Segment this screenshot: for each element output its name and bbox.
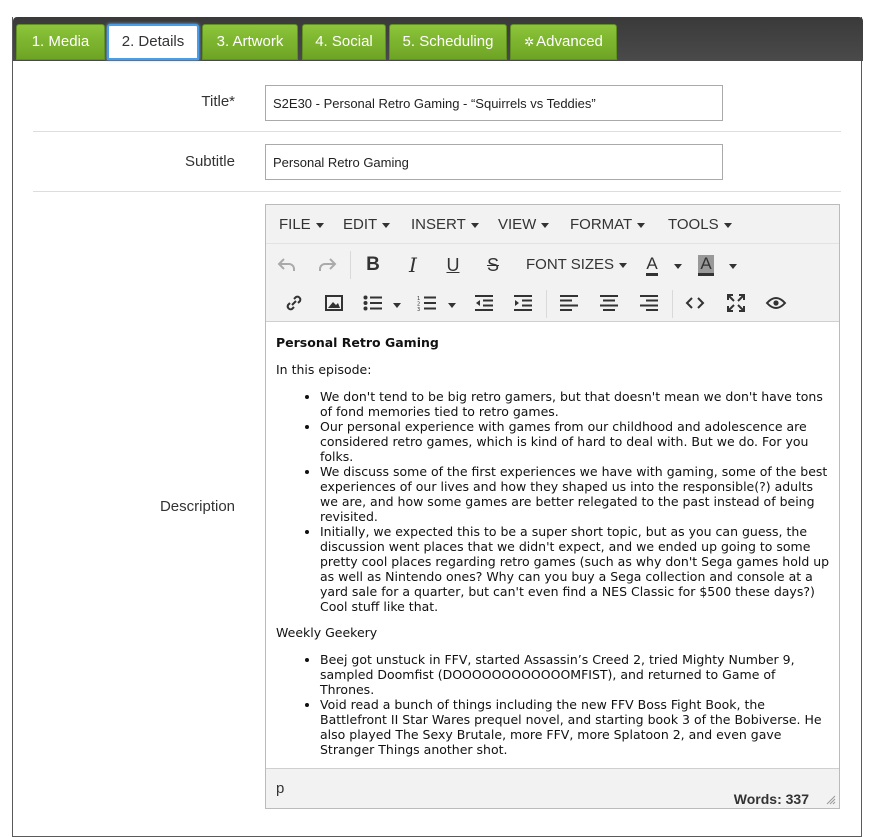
menu-view[interactable] xyxy=(498,205,549,244)
podcast-episode-form xyxy=(12,17,862,837)
svg-text:2: 2 xyxy=(417,301,421,308)
tab-bar xyxy=(13,17,863,61)
description-label: Description xyxy=(159,498,235,515)
tab-details[interactable]: 2. Details xyxy=(107,24,199,60)
toolbar-separator xyxy=(672,290,673,318)
subtitle-label: Subtitle xyxy=(184,153,235,170)
editor-toolbar xyxy=(266,244,839,322)
menu-edit-label: EDIT xyxy=(343,216,378,233)
tab-media[interactable]: 1. Media xyxy=(16,24,105,60)
subtitle-input[interactable] xyxy=(265,144,723,180)
align-right-icon[interactable] xyxy=(634,288,664,318)
episode-bullet-list xyxy=(276,389,831,614)
svg-text:3: 3 xyxy=(417,307,421,313)
background-color-icon[interactable]: A xyxy=(691,250,721,280)
source-code-icon[interactable] xyxy=(680,288,710,318)
chevron-down-icon xyxy=(724,223,732,228)
menu-view-label: VIEW xyxy=(498,216,537,233)
bullet-list-icon[interactable] xyxy=(358,288,388,318)
title-input[interactable] xyxy=(265,85,723,121)
menu-insert[interactable] xyxy=(411,205,479,244)
element-path[interactable]: p xyxy=(276,780,285,797)
list-item: • We don't tend to be big retro gamers, but that doesn't mean we don't have tons of fond memories tied to retro games. xyxy=(320,389,831,419)
divider xyxy=(33,191,841,192)
fullscreen-icon[interactable] xyxy=(721,288,751,318)
chevron-down-icon xyxy=(541,223,549,228)
editor-menubar xyxy=(266,205,839,244)
bold-icon[interactable]: B xyxy=(366,254,380,275)
align-left-icon[interactable] xyxy=(554,288,584,318)
toolbar-separator xyxy=(546,290,547,318)
menu-file-label: FILE xyxy=(279,216,311,233)
resize-handle-icon[interactable] xyxy=(826,795,836,805)
undo-icon[interactable] xyxy=(272,250,302,280)
menu-file[interactable] xyxy=(279,205,324,244)
menu-insert-label: INSERT xyxy=(411,216,466,233)
list-item: • Void read a bunch of things including the new FFV Boss Fight Book, the Battlefront II Star Wares prequel novel, and starting book 3 of the Bobiverse. He also played The Sexy Brutale, more FFV, more Splatoon 2, and even gave Stranger Things another shot. xyxy=(320,697,831,757)
title-label: Title* xyxy=(201,93,235,110)
tab-advanced[interactable] xyxy=(510,24,617,60)
italic-icon[interactable]: I xyxy=(409,253,417,277)
menu-edit[interactable] xyxy=(343,205,390,244)
chevron-down-icon[interactable] xyxy=(674,264,682,269)
content-section-weekly-geekery: Weekly Geekery xyxy=(276,625,378,640)
list-item: • Beej got unstuck in FFV, started Assassin’s Creed 2, tried Mighty Number 9, sampled Doomfist (DOOOOOOOOOOOOMFIST), and returned to Game of Thrones. xyxy=(320,652,831,697)
font-sizes-dropdown[interactable] xyxy=(526,256,627,273)
menu-tools[interactable] xyxy=(668,205,732,244)
tab-artwork[interactable]: 3. Artwork xyxy=(202,24,298,60)
content-heading: Personal Retro Gaming xyxy=(276,335,439,350)
text-color-icon[interactable]: A xyxy=(637,250,667,280)
outdent-icon[interactable] xyxy=(469,288,499,318)
font-sizes-label: FONT SIZES xyxy=(526,256,615,273)
chevron-down-icon xyxy=(471,223,479,228)
menu-tools-label: TOOLS xyxy=(668,216,719,233)
content-intro: In this episode: xyxy=(276,362,372,377)
align-center-icon[interactable] xyxy=(594,288,624,318)
chevron-down-icon xyxy=(316,223,324,228)
preview-icon[interactable] xyxy=(761,288,791,318)
editor-content[interactable] xyxy=(266,323,839,768)
geekery-bullet-list xyxy=(276,652,831,757)
tab-scheduling[interactable]: 5. Scheduling xyxy=(389,24,507,60)
divider xyxy=(33,131,841,132)
rich-text-editor xyxy=(265,204,840,809)
list-item: • Initially, we expected this to be a super short topic, but as you can guess, the discussion went places that we didn't expect, and we ended up going to some pretty cool places regarding retro games (such as why don't Sega games hold up as well as Nintendo ones? Why can you buy a Sega collection and console at a yard sale for a quarter, but can't even find a NES Classic for $500 these days?) Cool stuff like that. xyxy=(320,524,831,614)
menu-format-label: FORMAT xyxy=(570,216,633,233)
word-count: Words: 337 xyxy=(733,791,809,807)
chevron-down-icon xyxy=(637,223,645,228)
strikethrough-icon[interactable]: S xyxy=(486,254,499,275)
list-item: • We discuss some of the first experiences we have with gaming, some of the best experiences of our lives and how they shaped us into the responsible(?) adults we are, and how some games are better relegated to the past instead of being revisited. xyxy=(320,464,831,524)
chevron-down-icon[interactable] xyxy=(393,303,401,308)
indent-icon[interactable] xyxy=(508,288,538,318)
list-item: • Our personal experience with games from our childhood and adolescence are considered retro games, which is kind of hard to deal with. But we do. For you folks. xyxy=(320,419,831,464)
redo-icon[interactable] xyxy=(312,250,342,280)
chevron-down-icon xyxy=(619,263,627,268)
chevron-down-icon[interactable] xyxy=(729,264,737,269)
svg-text:1: 1 xyxy=(417,296,421,302)
underline-icon[interactable]: U xyxy=(446,254,460,275)
menu-format[interactable] xyxy=(570,205,645,244)
tab-advanced-label: Advanced xyxy=(536,33,603,50)
toolbar-separator xyxy=(350,251,351,279)
editor-statusbar xyxy=(266,768,839,808)
tab-social[interactable]: 4. Social xyxy=(302,24,386,60)
gear-icon: ✲ xyxy=(524,35,535,49)
chevron-down-icon xyxy=(382,223,390,228)
numbered-list-icon[interactable] xyxy=(412,288,442,318)
image-icon[interactable] xyxy=(319,288,349,318)
chevron-down-icon[interactable] xyxy=(448,303,456,308)
link-icon[interactable] xyxy=(279,288,309,318)
